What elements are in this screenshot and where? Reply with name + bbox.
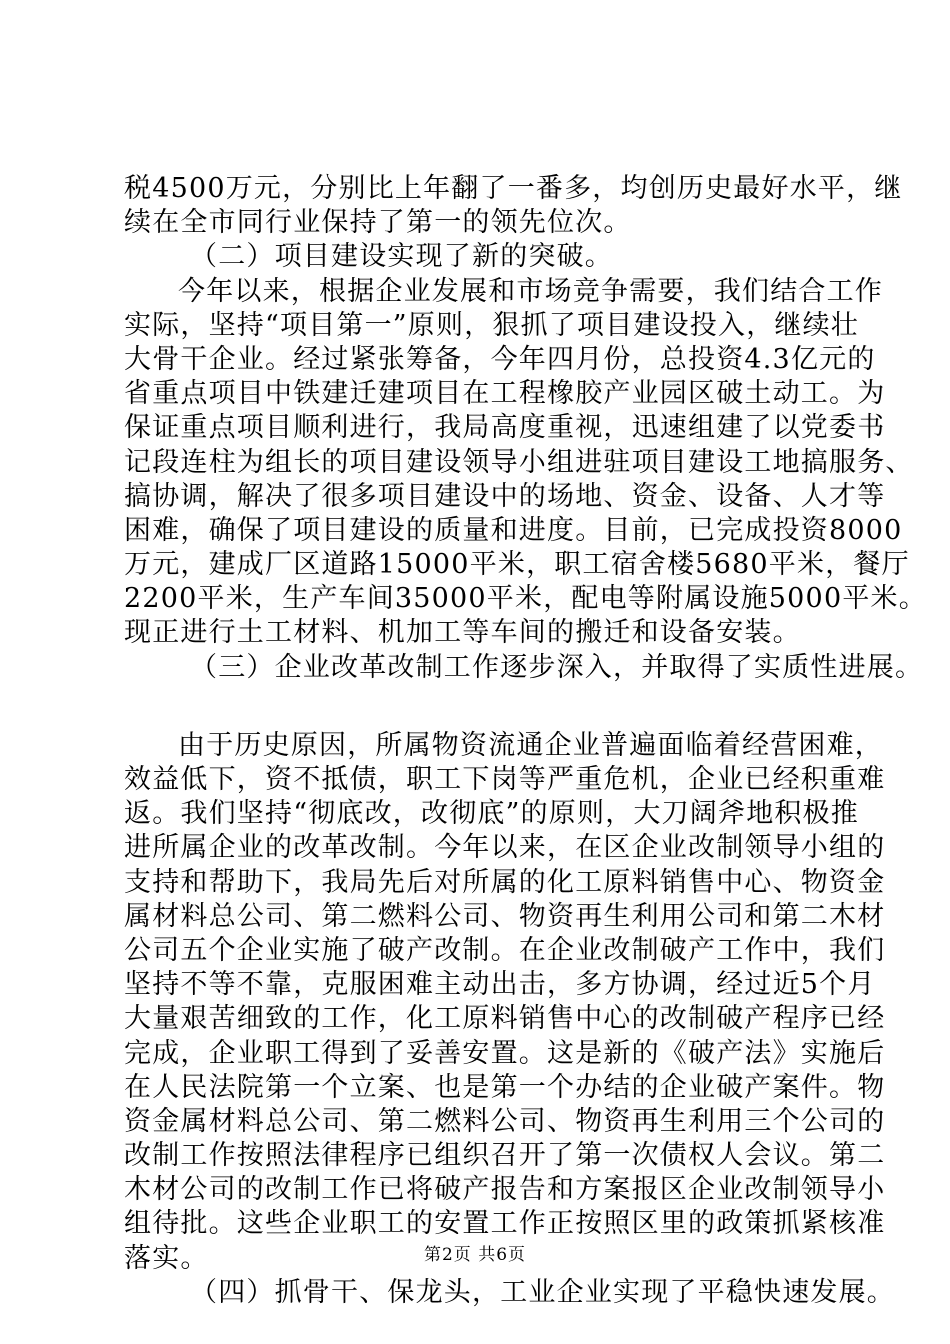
paragraph-line: 改制工作按照法律程序已组织召开了第一次债权人会议。第二: [124, 1140, 886, 1172]
paragraph-line: 税4500万元，分别比上年翻了一番多，均创历史最好水平，继: [124, 173, 903, 204]
section-heading: （四）抓骨干、保龙头，工业企业实现了平稳快速发展。: [190, 1276, 895, 1308]
section-heading: （三）企业改革改制工作逐步深入，并取得了实质性进展。: [190, 651, 924, 683]
page-number-footer: 第2页 共6页: [423, 1245, 527, 1265]
paragraph-line: 坚持不等不靠，克服困难主动出击，多方协调，经过近5个月: [124, 969, 876, 1001]
paragraph-line: 万元，建成厂区道路15000平米，职工宿舍楼5680平米，餐厅: [124, 549, 910, 581]
paragraph-line: 今年以来，根据企业发展和市场竞争需要，我们结合工作: [178, 275, 883, 307]
paragraph-line: 在人民法院第一个立案、也是第一个办结的企业破产案件。物: [124, 1071, 886, 1103]
paragraph-line: 木材公司的改制工作已将破产报告和方案报区企业改制领导小: [124, 1174, 886, 1206]
paragraph-line: 效益低下，资不抵债，职工下岗等严重危机，企业已经积重难: [124, 764, 886, 795]
paragraph-line: 搞协调，解决了很多项目建设中的场地、资金、设备、人才等: [124, 480, 886, 512]
paragraph-line: 进所属企业的改革改制。今年以来，在区企业改制领导小组的: [124, 832, 886, 864]
paragraph-line: 落实。: [124, 1242, 209, 1274]
paragraph-line: 续在全市同行业保持了第一的领先位次。: [124, 207, 632, 239]
paragraph-line: 大量艰苦细致的工作，化工原料销售中心的改制破产程序已经: [124, 1003, 886, 1035]
paragraph-gap: [124, 685, 859, 729]
paragraph-line: 省重点项目中铁建迁建项目在工程橡胶产业园区破土动工。为: [124, 378, 886, 410]
paragraph-line: 公司五个企业实施了破产改制。在企业改制破产工作中，我们: [124, 934, 886, 966]
paragraph-line: 资金属材料总公司、第二燃料公司、物资再生利用三个公司的: [124, 1105, 886, 1137]
section-heading: （二）项目建设实现了新的突破。: [190, 241, 613, 273]
paragraph-line: 完成，企业职工得到了妥善安置。这是新的《破产法》实施后: [124, 1037, 886, 1069]
paragraph-line: 现正进行土工材料、机加工等车间的搬迁和设备安装。: [124, 617, 801, 649]
paragraph-line: 2200平米，生产车间35000平米，配电等附属设施5000平米。: [124, 583, 927, 615]
paragraph-line: 记段连柱为组长的项目建设领导小组进驻项目建设工地搞服务、: [124, 446, 914, 478]
paragraph-line: 困难，确保了项目建设的质量和进度。目前，已完成投资8000: [124, 514, 903, 546]
paragraph-line: 由于历史原因，所属物资流通企业普遍面临着经营困难，: [178, 729, 883, 761]
paragraph-line: 支持和帮助下，我局先后对所属的化工原料销售中心、物资金: [124, 866, 886, 898]
document-body: [124, 172, 927, 1310]
paragraph-line: 属材料总公司、第二燃料公司、物资再生利用公司和第二木材: [124, 900, 886, 932]
paragraph-line: 返。我们坚持“彻底改，改彻底”的原则，大刀阔斧地积极推: [124, 798, 860, 830]
paragraph-line: 大骨干企业。经过紧张筹备，今年四月份，总投资4.3亿元的: [124, 343, 876, 375]
paragraph-line: 保证重点项目顺利进行，我局高度重视，迅速组建了以党委书: [124, 412, 886, 444]
paragraph-line: 实际，坚持“项目第一”原则，狠抓了项目建设投入，继续壮: [124, 309, 860, 341]
paragraph-line: 组待批。这些企业职工的安置工作正按照区里的政策抓紧核准: [124, 1208, 886, 1240]
